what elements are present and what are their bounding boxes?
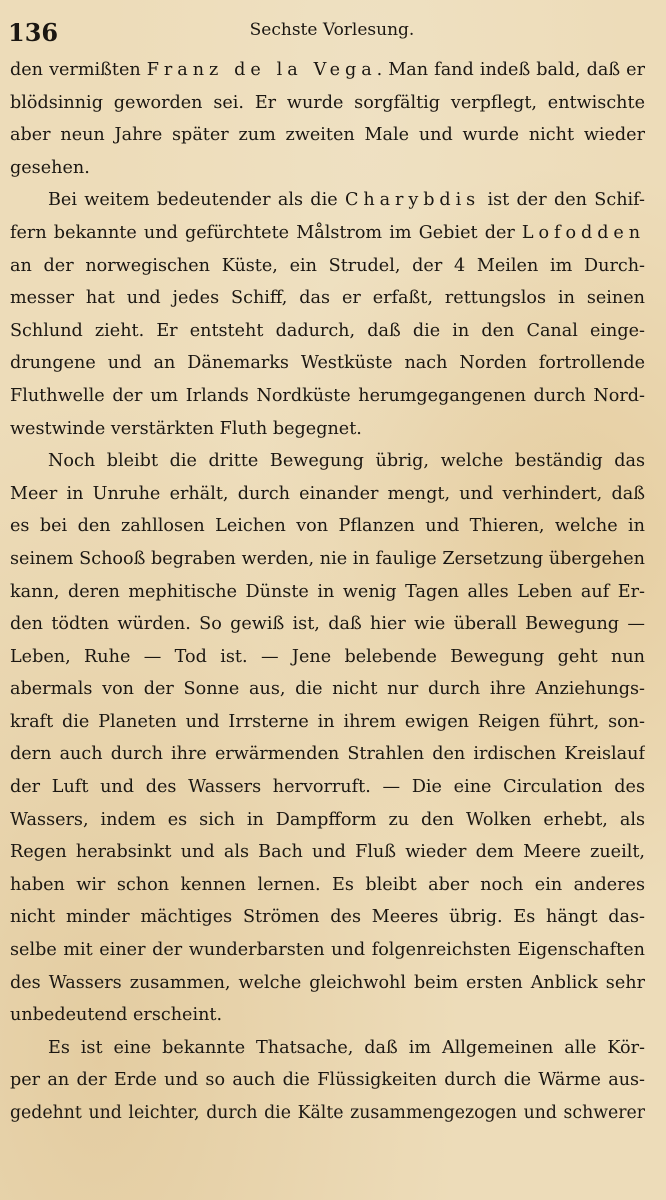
text-line [10, 152, 645, 185]
text-segment: an der norwegischen Küste, ein Strudel, der 4 Meilen im Durch- [10, 255, 645, 276]
text-line [10, 738, 645, 771]
text-segment: . Man fand indeß bald, daß er [376, 60, 645, 80]
text-line [10, 1064, 645, 1097]
text-line [10, 184, 645, 217]
spaced-name: Charybdis [344, 190, 481, 211]
text-line [10, 250, 645, 283]
text-line [10, 934, 645, 967]
text-line [10, 1097, 645, 1130]
page-header [8, 16, 656, 46]
text-segment: gesehen. [10, 157, 90, 178]
text-line [10, 804, 645, 837]
text-segment: der Luft und des Wassers hervorruft. — Die eine Circulation des [10, 777, 645, 798]
text-segment: blödsinnig geworden sei. Er wurde sorgfältig verpflegt, entwischte [10, 92, 645, 113]
text-line [10, 445, 645, 478]
text-segment: Bei weitem bedeutender als die [48, 190, 345, 211]
text-line [10, 1032, 645, 1065]
text-segment: Regen herabsinkt und als Bach und Fluß wieder dem Meere zueilt, [10, 842, 645, 863]
text-segment: ist der den Schif- [480, 190, 645, 211]
text-line [10, 869, 645, 902]
page-number: 136 [8, 18, 59, 47]
text-line [10, 54, 645, 87]
text-segment: Meer in Unruhe erhält, durch einander mengt, und verhindert, daß [10, 483, 645, 504]
text-segment: fern bekannte und gefürchtete Målstrom im Gebiet der [10, 222, 522, 243]
spaced-name: Lofodden [521, 222, 645, 243]
text-segment: Noch bleibt die dritte Bewegung übrig, welche beständig das [48, 451, 645, 472]
text-segment: drungene und an Dänemarks Westküste nach Norden fortrollende [10, 353, 645, 374]
text-line [10, 901, 645, 934]
text-segment: Schlund zieht. Er entsteht dadurch, daß die in den Canal einge- [10, 320, 645, 341]
text-line [10, 608, 645, 641]
text-line [10, 413, 645, 446]
text-segment: Es ist eine bekannte Thatsache, daß im Allgemeinen alle Kör- [48, 1037, 645, 1058]
text-line [10, 119, 645, 152]
text-line [10, 641, 645, 674]
text-segment: es bei den zahllosen Leichen von Pflanzen und Thieren, welche in [10, 516, 645, 537]
text-line [10, 999, 645, 1032]
text-segment: per an der Erde und so auch die Flüssigkeiten durch die Wärme aus- [10, 1070, 645, 1091]
text-line [10, 282, 645, 315]
text-line [10, 543, 645, 576]
text-line [10, 315, 645, 348]
text-segment: dern auch durch ihre erwärmenden Strahlen den irdischen Kreislauf [10, 744, 645, 765]
body-text [10, 54, 645, 1130]
text-line [10, 771, 645, 804]
text-line [10, 217, 645, 250]
text-segment: aber neun Jahre später zum zweiten Male und wurde nicht wieder [10, 125, 645, 146]
text-segment: kann, deren mephitische Dünste in wenig Tagen alles Leben auf Er- [10, 581, 645, 602]
text-segment: abermals von der Sonne aus, die nicht nur durch ihre Anziehungs- [10, 679, 645, 700]
text-line [10, 673, 645, 706]
text-segment: den vermißten [10, 60, 147, 80]
text-segment: Leben, Ruhe — Tod ist. — Jene belebende Bewegung geht nun [10, 646, 645, 667]
text-line [10, 380, 645, 413]
running-head: Sechste Vorlesung. [249, 20, 415, 40]
text-line [10, 347, 645, 380]
text-segment: Fluthwelle der um Irlands Nordküste herumgegangenen durch Nord- [10, 385, 645, 406]
text-segment: haben wir schon kennen lernen. Es bleibt aber noch ein anderes [10, 874, 645, 895]
spaced-name: Franz de la Vega [146, 60, 377, 80]
text-segment: unbedeutend erscheint. [10, 1005, 223, 1026]
text-line [10, 478, 645, 511]
text-line [10, 706, 645, 739]
text-segment: Wassers, indem es sich in Dampfform zu den Wolken erhebt, als [10, 809, 645, 830]
text-line [10, 87, 645, 120]
text-segment: kraft die Planeten und Irrsterne in ihrem ewigen Reigen führt, son- [10, 711, 645, 732]
text-line [10, 836, 645, 869]
text-line [10, 967, 645, 1000]
text-segment: des Wassers zusammen, welche gleichwohl beim ersten Anblick sehr [10, 972, 645, 993]
text-line [10, 510, 645, 543]
text-segment: messer hat und jedes Schiff, das er erfaßt, rettungslos in seinen [10, 288, 645, 309]
text-segment: seinem Schooß begraben werden, nie in faulige Zersetzung übergehen [10, 548, 645, 569]
text-line [10, 576, 645, 609]
text-segment: nicht minder mächtiges Strömen des Meeres übrig. Es hängt das- [10, 907, 645, 928]
text-segment: den tödten würden. So gewiß ist, daß hier wie überall Bewegung — [10, 614, 645, 635]
text-segment: gedehnt und leichter, durch die Kälte zusammengezogen und schwerer [10, 1103, 645, 1123]
text-segment: selbe mit einer der wunderbarsten und folgenreichsten Eigenschaften [10, 940, 645, 961]
text-segment: westwinde verstärkten Fluth begegnet. [10, 418, 362, 439]
